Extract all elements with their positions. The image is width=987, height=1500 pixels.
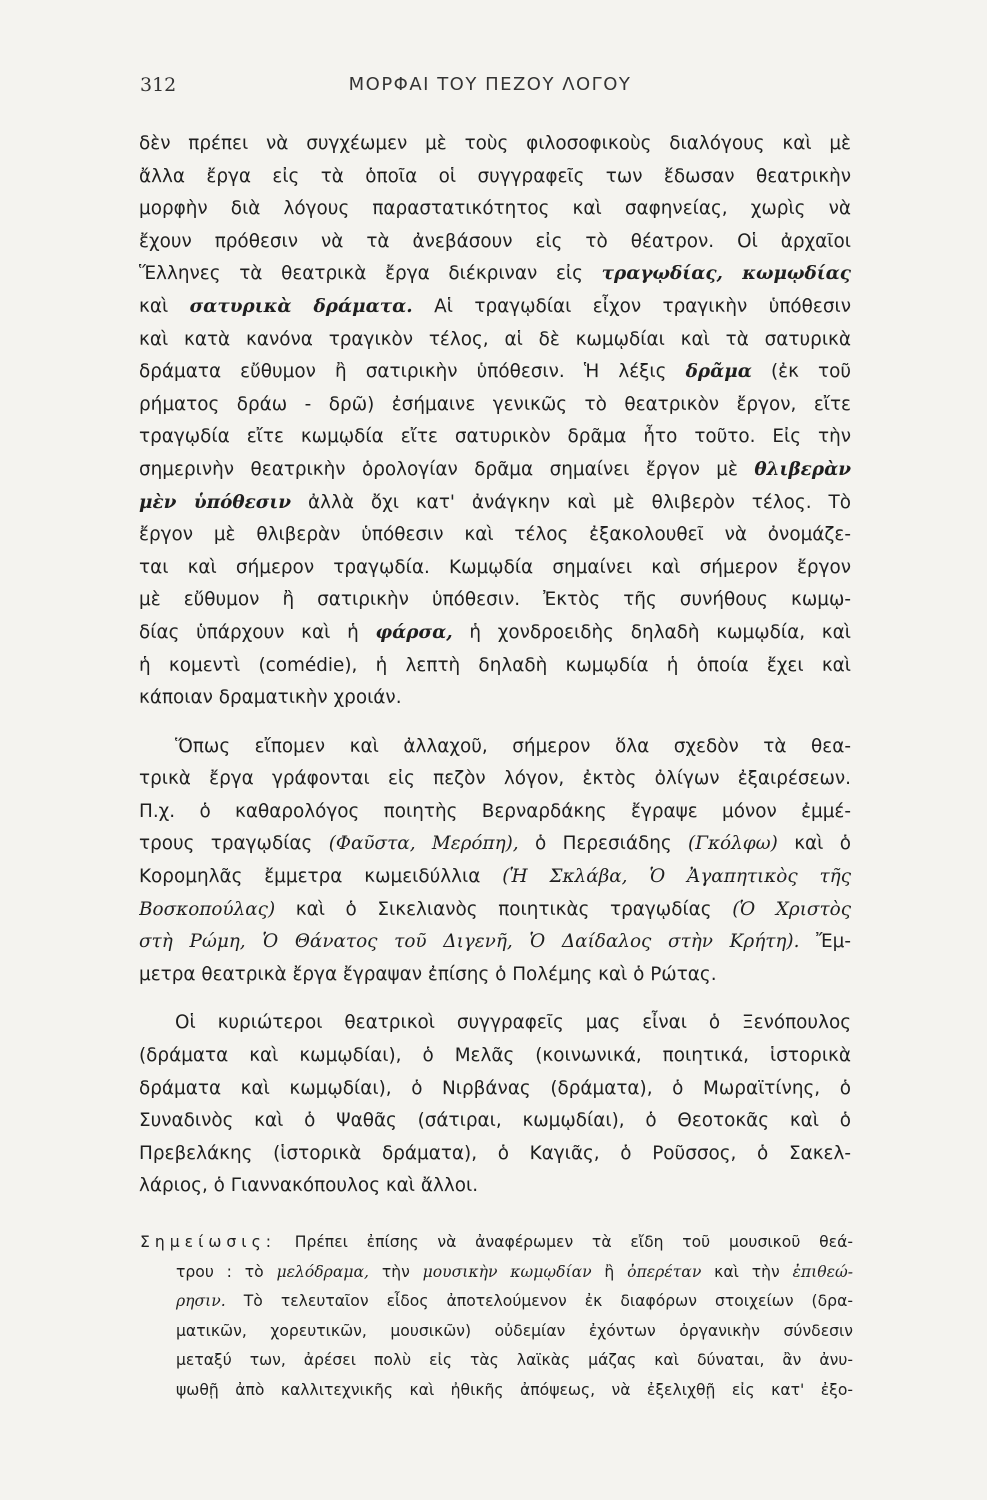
text-segment: ἀλλὰ ὄχι κατ' ἀνάγκην καὶ μὲ θλιβερὸν τέλος. Τὸ [291, 491, 851, 513]
emphasis-text: τραγῳδίας, κωμῳδίας [601, 263, 851, 285]
text-line: Πρεβελάκης (ἱστορικὰ δράματα), ὁ Καγιᾶς, ὁ Ροῦσσος, ὁ Σακελ- [139, 1142, 851, 1164]
running-title: ΜΟΡΦΑΙ ΤΟΥ ΠΕΖΟΥ ΛΟΓΟΥ [348, 74, 632, 95]
emphasis-text: μελόδραμα, [276, 1262, 369, 1281]
text-line: τραγῳδία εἴτε κωμῳδία εἴτε σατυρικὸν δρᾶμα ἦτο τοῦτο. Εἰς τὴν [139, 426, 851, 448]
text-line [139, 487, 851, 520]
page-number: 312 [140, 74, 177, 96]
text-segment: τρους τραγῳδίας [139, 833, 329, 855]
emphasis-text: (Γκόλφω) [688, 833, 778, 855]
text-segment: μεταξύ των, ἀρέσει πολὺ εἰς τὰς λαϊκὰς μάζας καὶ δύναται, ἂν ἀνυ- [176, 1351, 853, 1369]
text-line: δράματα καὶ κωμῳδίαι), ὁ Νιρβάνας (δράματα), ὁ Μωραϊτίνης, ὁ [139, 1077, 851, 1099]
text-line [139, 356, 851, 389]
text-line: ἡ κομεντὶ (comédie), ἡ λεπτὴ δηλαδὴ κωμῳδία ἡ ὁποία ἔχει καὶ [139, 654, 851, 676]
emphasis-text: μουσικὴν κωμῳδίαν [422, 1262, 592, 1281]
text-line [139, 861, 851, 894]
text-line: μὲ εὔθυμον ἢ σατιρικὴν ὑπόθεσιν. Ἐκτὸς τῆς συνήθους κωμῳ- [139, 589, 851, 611]
text-line: (δράματα καὶ κωμῳδίαι), ὁ Μελᾶς (κοινωνικά, ποιητικά, ἱστορικὰ [139, 1045, 851, 1067]
emphasis-text: δρᾶμα [685, 361, 752, 383]
emphasis-text: ρησιν. [176, 1292, 226, 1310]
text-line: ται καὶ σήμερον τραγῳδία. Κωμῳδία σημαίνει καὶ σήμερον ἔργον [139, 556, 851, 578]
note-line [140, 1346, 853, 1376]
text-segment: ἢ [591, 1262, 628, 1281]
emphasis-text: στὴ Ρώμη, Ὁ Θάνατος τοῦ Διγενῆ, Ὁ Δαίδαλος στὴν Κρήτη). [139, 931, 800, 953]
text-segment: Αἱ τραγῳδίαι εἶχον τραγικὴν ὑπόθεσιν [412, 295, 851, 317]
text-line: ἔχουν πρόθεσιν νὰ τὰ ἀνεβάσουν εἰς τὸ θέατρον. Οἱ ἀρχαῖοι [139, 230, 851, 252]
text-segment: Τὸ τελευταῖον εἶδος ἀποτελούμενον ἐκ διαφόρων στοιχείων (δρα- [225, 1292, 853, 1310]
text-line: Οἱ κυριώτεροι θεατρικοὶ συγγραφεῖς μας εἶναι ὁ Ξενόπουλος [175, 1012, 851, 1034]
text-segment: Ἔμ- [799, 931, 851, 953]
note-label: Σημείωσις: [140, 1233, 276, 1251]
text-segment: τὴν [369, 1262, 423, 1281]
emphasis-text: (Φαῦστα, Μερόπη), [328, 833, 519, 855]
emphasis-text: (Ἡ Σκλάβα, Ὁ Ἀγαπητικὸς τῆς [502, 866, 851, 888]
page-header [140, 74, 840, 104]
paragraph-1 [139, 128, 851, 715]
text-line [139, 828, 851, 861]
text-line: Π.χ. ὁ καθαρολόγος ποιητὴς Βερναρδάκης ἔγραψε μόνον ἐμμέ- [139, 800, 851, 822]
text-segment: ὁ Περεσιάδης [518, 833, 689, 855]
text-segment: Ἕλληνες τὰ θεατρικὰ ἔργα διέκριναν εἰς [139, 263, 602, 285]
text-segment: δίας ὑπάρχουν καὶ ἡ [139, 621, 376, 643]
note-line [140, 1258, 853, 1288]
emphasis-text: Βοσκοπούλας) [139, 898, 276, 920]
text-segment: σημερινὴν θεατρικὴν ὁρολογίαν δρᾶμα σημαίνει ἔργον μὲ [139, 458, 755, 480]
note-line [140, 1287, 853, 1317]
text-line: μορφὴν διὰ λόγους παραστατικότητος καὶ σαφηνείας, χωρὶς νὰ [139, 198, 851, 220]
text-line [139, 926, 851, 959]
emphasis-text: ὀπερέταν [627, 1262, 702, 1281]
text-segment: Πρέπει ἐπίσης νὰ ἀναφέρωμεν τὰ εἴδη τοῦ μουσικοῦ θεά- [276, 1233, 853, 1251]
text-segment: ματικῶν, χορευτικῶν, μουσικῶν) οὐδεμίαν ἐχόντων ὀργανικὴν σύνδεσιν [176, 1321, 853, 1340]
emphasis-text: (Ὁ Χριστὸς [732, 898, 851, 920]
text-line: ρήματος δράω - δρῶ) ἐσήμαινε γενικῶς τὸ θεατρικὸν ἔργον, εἴτε [139, 393, 851, 415]
text-line: κάποιαν δραματικὴν χροιάν. [139, 687, 402, 709]
text-segment: καὶ [139, 295, 190, 317]
paragraph-2 [139, 731, 851, 992]
text-line: λάριος, ὁ Γιαννακόπουλος καὶ ἄλλοι. [139, 1175, 479, 1197]
note-line [140, 1317, 853, 1347]
text-line: μετρα θεατρικὰ ἔργα ἔγραψαν ἐπίσης ὁ Πολέμης καὶ ὁ Ρώτας. [139, 963, 717, 985]
text-line: δὲν πρέπει νὰ συγχέωμεν μὲ τοὺς φιλοσοφικοὺς διαλόγους καὶ μὲ [139, 133, 851, 154]
text-line: τρικὰ ἔργα γράφονται εἰς πεζὸν λόγον, ἐκτὸς ὀλίγων ἐξαιρέσεων. [139, 768, 851, 790]
emphasis-text: μὲν ὑπόθεσιν [139, 491, 292, 513]
text-line [139, 894, 851, 927]
paragraph-3 [139, 1007, 851, 1203]
text-segment: ἡ χονδροειδὴς δηλαδὴ κωμῳδία, καὶ [452, 621, 851, 643]
text-segment: Κορομηλᾶς ἔμμετρα κωμειδύλλια [139, 866, 503, 888]
text-segment: καὶ τὴν [701, 1262, 793, 1281]
note-line [140, 1376, 853, 1406]
text-line [139, 454, 851, 487]
text-line: ἔργον μὲ θλιβερὰν ὑπόθεσιν καὶ τέλος ἐξακολουθεῖ νὰ ὀνομάζε- [139, 524, 851, 546]
footnote [140, 1228, 853, 1405]
text-segment: καὶ ὁ [777, 833, 851, 855]
text-segment: δράματα εὔθυμον ἢ σατιρικὴν ὑπόθεσιν. Ἡ λέξις [139, 361, 686, 383]
body-text [139, 128, 851, 1203]
emphasis-text: φάρσα, [375, 621, 453, 643]
text-segment: τρου : τὸ [176, 1262, 277, 1281]
text-segment: καὶ ὁ Σικελιανὸς ποιητικὰς τραγῳδίας [275, 898, 733, 920]
text-line [139, 258, 851, 291]
text-line [139, 617, 851, 650]
text-line [139, 291, 851, 324]
emphasis-text: σατυρικὰ δράματα. [189, 295, 413, 317]
text-line: Συναδινὸς καὶ ὁ Ψαθᾶς (σάτιραι, κωμῳδίαι), ὁ Θεοτοκᾶς καὶ ὁ [139, 1110, 851, 1132]
text-segment: ψωθῇ ἀπὸ καλλιτεχνικῆς καὶ ἠθικῆς ἀπόψεως, νὰ ἐξελιχθῇ εἰς κατ' ἐξο- [176, 1380, 853, 1399]
emphasis-text: ἐπιθεώ- [792, 1262, 853, 1281]
emphasis-text: θλιβερὰν [754, 458, 851, 480]
text-line: ἄλλα ἔργα εἰς τὰ ὁποῖα οἱ συγγραφεῖς των ἔδωσαν θεατρικὴν [139, 165, 851, 187]
note-line [140, 1228, 853, 1258]
text-line: καὶ κατὰ κανόνα τραγικὸν τέλος, αἱ δὲ κωμῳδίαι καὶ τὰ σατυρικὰ [139, 328, 851, 350]
text-segment: (ἐκ τοῦ [751, 361, 851, 383]
text-line: Ὅπως εἴπομεν καὶ ἀλλαχοῦ, σήμερον ὅλα σχεδὸν τὰ θεα- [175, 735, 851, 757]
